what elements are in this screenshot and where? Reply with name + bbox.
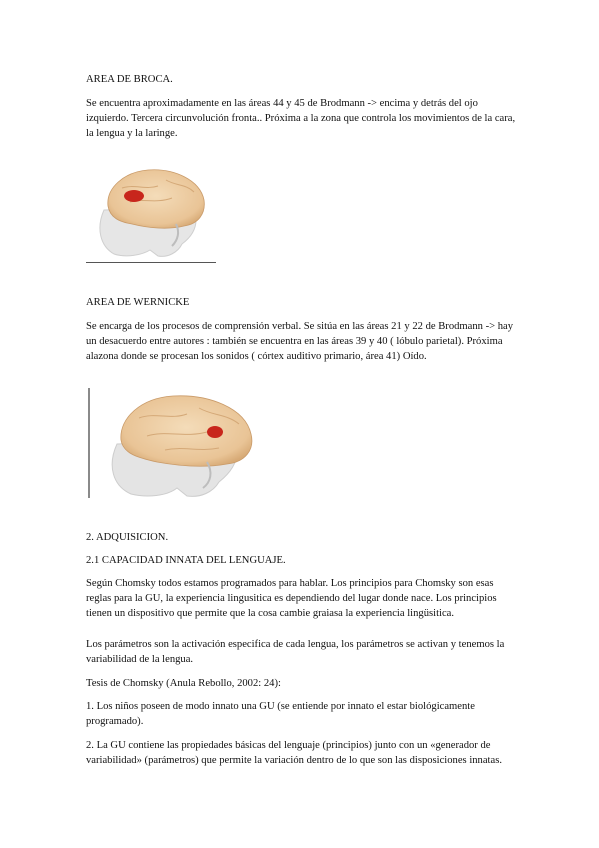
tesis-point-2: 2. La GU contiene las propiedades básicas del lenguaje (principios) junto con un «generador de variabilidad» (parámetros) que permite la variación dentro de lo que son las disposiciones innatas.: [86, 740, 502, 767]
tesis-heading: Tesis de Chomsky (Anula Rebollo, 2002: 24):: [86, 678, 281, 689]
wernicke-heading: AREA DE WERNICKE: [86, 297, 190, 308]
wernicke-brain-illustration: [95, 388, 267, 498]
tesis-point-1: 1. Los niños poseen de modo innato una GU (se entiende por innato el estar biológicamente programado).: [86, 701, 475, 728]
wernicke-area-highlight: [207, 426, 223, 438]
broca-heading: AREA DE BROCA.: [86, 74, 173, 85]
section-2-1-heading: 2.1 CAPACIDAD INNATA DEL LENGUAJE.: [86, 555, 286, 566]
figure-border: [88, 388, 90, 498]
parametros-paragraph: Los parámetros son la activación especifica de cada lengua, los parámetros se activan y tenemos la variabilidad de la lengua.: [86, 639, 505, 666]
separator-line: [86, 262, 216, 263]
broca-area-highlight: [124, 190, 144, 202]
broca-paragraph: Se encuentra aproximadamente en las áreas 44 y 45 de Brodmann -> encima y detrás del ojo izquierdo. Tercera circunvolución fronta.. Próxima a la zona que controla los movimientos de la cara, la lengua y la laringe.: [86, 98, 516, 140]
wernicke-brain-image: [95, 388, 267, 498]
section-2-heading: 2. ADQUISICION.: [86, 532, 169, 543]
chomsky-paragraph: Según Chomsky todos estamos programados para hablar. Los principios para Chomsky son esas reglas para la GU, la experiencia lingusitica es dependiendo del lugar donde nace. Los principios tienen un dispositivo que permite que la cosa cambie graiasa la experiencia lingüsitica.: [86, 578, 497, 620]
wernicke-paragraph: Se encarga de los procesos de comprensión verbal. Se sitúa en las áreas 21 y 22 de Brodmann -> hay un desacuerdo entre autores : también se encuentra en las áreas 39 y 40 ( lóbulo parietal). Próxima alazona donde se procesan los sonidos ( córtex auditivo primario, área 41) Oído.: [86, 321, 514, 363]
broca-brain-illustration: [86, 158, 216, 258]
broca-brain-image: [86, 158, 216, 258]
